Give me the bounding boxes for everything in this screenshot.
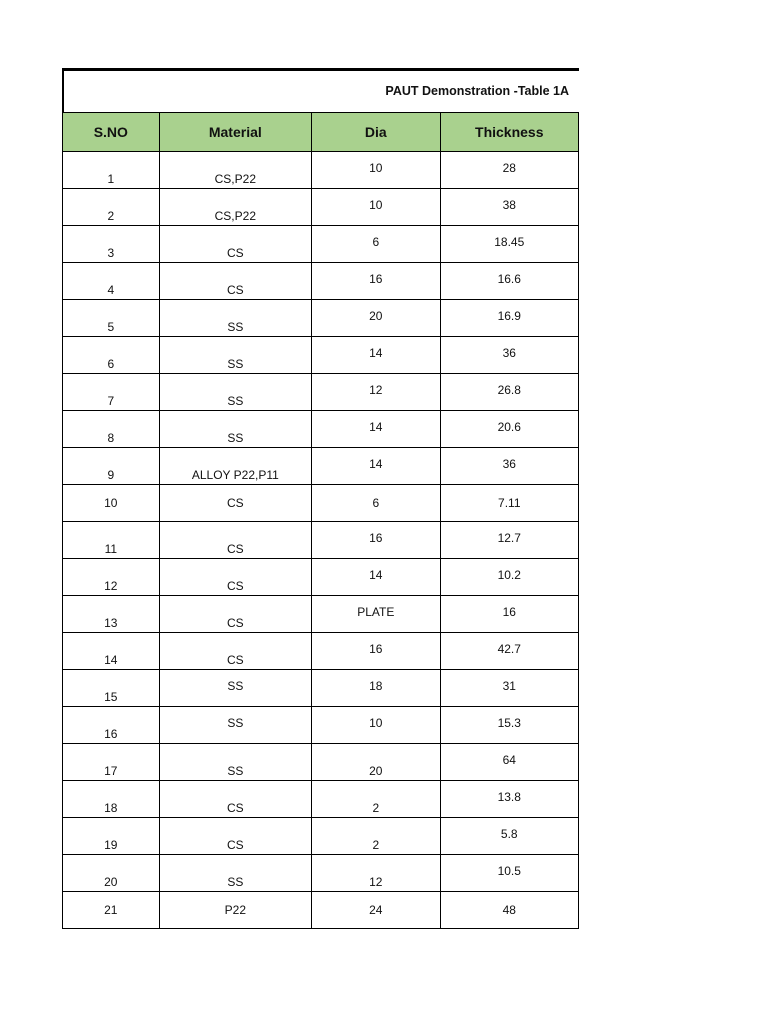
cell-material-text: SS [227,679,244,693]
cell-material-text: SS [227,716,244,730]
cell-material [160,485,312,521]
cell-sno-text: 15 [104,690,118,704]
cell-dia-text: 20 [369,309,383,323]
cell-material [160,633,312,669]
cell-dia [312,411,441,447]
cell-thickness [441,189,578,225]
cell-sno [63,485,160,521]
cell-dia-text: 6 [372,496,380,510]
cell-sno [63,226,160,262]
cell-dia-text: 2 [372,838,380,852]
cell-dia [312,448,441,484]
table-row [62,707,579,744]
cell-material-text: P22 [224,903,246,917]
cell-thickness-text: 16 [502,605,516,619]
cell-thickness-text: 15.3 [497,716,521,730]
cell-dia-text: 24 [369,903,383,917]
cell-material [160,411,312,447]
cell-dia [312,374,441,410]
cell-sno [63,596,160,632]
cell-sno-text: 13 [104,616,118,630]
cell-material-text: SS [227,764,244,778]
cell-dia [312,855,441,891]
cell-dia [312,818,441,854]
cell-sno [63,300,160,336]
table-title: PAUT Demonstration -Table 1A [385,84,569,98]
cell-material-text: SS [227,431,244,445]
header-material: Material [160,113,312,151]
cell-thickness [441,448,578,484]
cell-thickness-text: 13.8 [497,790,521,804]
cell-thickness-text: 36 [502,346,516,360]
cell-thickness-text: 26.8 [497,383,521,397]
cell-thickness-text: 10.5 [497,864,521,878]
cell-sno [63,744,160,780]
cell-thickness-text: 36 [502,457,516,471]
cell-thickness-text: 64 [502,753,516,767]
table-row [62,189,579,226]
cell-material [160,892,312,928]
cell-sno-text: 8 [107,431,115,445]
cell-dia [312,300,441,336]
cell-sno [63,337,160,373]
cell-thickness-text: 48 [502,903,516,917]
cell-dia [312,226,441,262]
cell-material-text: SS [227,320,244,334]
cell-sno-text: 11 [104,542,118,556]
table-body [62,152,579,929]
table-row [62,152,579,189]
cell-material-text: SS [227,875,244,889]
cell-thickness [441,818,578,854]
cell-material [160,559,312,595]
cell-dia [312,485,441,521]
cell-dia-text: 10 [369,716,383,730]
cell-dia-text: 12 [369,383,383,397]
cell-sno-text: 18 [104,801,118,815]
cell-sno [63,670,160,706]
cell-sno [63,152,160,188]
cell-dia-text: 18 [369,679,383,693]
cell-thickness-text: 18.45 [494,235,525,249]
cell-sno-text: 14 [104,653,118,667]
cell-thickness [441,522,578,558]
cell-dia [312,892,441,928]
cell-material-text: CS [226,579,244,593]
table-row [62,522,579,559]
cell-dia-text: 14 [369,420,383,434]
cell-sno-text: 10 [104,496,118,510]
cell-thickness-text: 10.2 [497,568,521,582]
cell-dia-text: 6 [372,235,380,249]
cell-dia [312,781,441,817]
cell-sno-text: 19 [104,838,118,852]
cell-sno [63,559,160,595]
cell-thickness [441,337,578,373]
cell-thickness-text: 31 [502,679,516,693]
cell-material-text: CS [226,801,244,815]
table-row [62,633,579,670]
cell-thickness [441,707,578,743]
cell-dia-text: 16 [369,642,383,656]
cell-thickness [441,892,578,928]
table-row [62,411,579,448]
header-thickness: Thickness [475,124,544,140]
cell-material [160,596,312,632]
cell-sno-text: 20 [104,875,118,889]
cell-thickness-text: 5.8 [500,827,518,841]
cell-sno [63,818,160,854]
table-row [62,892,579,929]
cell-dia-text: 14 [369,568,383,582]
cell-dia-text: 14 [369,457,383,471]
table-row [62,855,579,892]
cell-material-text: CS [226,496,244,510]
cell-material [160,818,312,854]
cell-thickness [441,300,578,336]
cell-material-text: CS [226,838,244,852]
cell-sno [63,892,160,928]
cell-dia-text: 2 [372,801,380,815]
table-row [62,596,579,633]
cell-sno-text: 7 [107,394,115,408]
cell-sno-text: 21 [104,903,118,917]
cell-thickness [441,485,578,521]
table-row [62,485,579,522]
cell-dia-text: 20 [369,764,383,778]
cell-thickness-text: 16.6 [497,272,521,286]
table-header-row [62,112,579,152]
cell-sno-text: 16 [104,727,118,741]
cell-dia-text: 10 [369,198,383,212]
cell-sno-text: 5 [107,320,115,334]
cell-thickness-text: 28 [502,161,516,175]
cell-thickness-text: 7.11 [498,496,521,510]
cell-thickness [441,152,578,188]
cell-dia [312,152,441,188]
cell-sno [63,633,160,669]
cell-thickness [441,855,578,891]
cell-sno-text: 6 [107,357,115,371]
cell-sno [63,411,160,447]
table-row [62,374,579,411]
table-row [62,448,579,485]
cell-thickness [441,374,578,410]
cell-material-text: CS,P22 [214,209,256,223]
cell-thickness [441,781,578,817]
cell-thickness [441,670,578,706]
header-sno: S.NO [63,113,160,151]
cell-material [160,670,312,706]
cell-material [160,522,312,558]
cell-sno-text: 3 [107,246,115,260]
cell-material [160,448,312,484]
cell-dia [312,559,441,595]
cell-material [160,226,312,262]
cell-thickness-text: 12.7 [497,531,521,545]
cell-sno [63,189,160,225]
table-row [62,744,579,781]
table-row [62,300,579,337]
cell-dia-text: 16 [369,531,383,545]
cell-dia [312,596,441,632]
header-dia: Dia [312,113,441,151]
cell-thickness-text: 42.7 [497,642,521,656]
cell-thickness [441,596,578,632]
cell-thickness-text: 20.6 [497,420,521,434]
cell-material [160,744,312,780]
cell-thickness-text: 16.9 [497,309,521,323]
cell-material [160,374,312,410]
cell-material-text: CS [226,283,244,297]
cell-sno [63,855,160,891]
cell-sno [63,263,160,299]
cell-material [160,707,312,743]
cell-material [160,855,312,891]
table-row [62,781,579,818]
cell-thickness-text: 38 [502,198,516,212]
cell-sno [63,781,160,817]
cell-material-text: SS [227,394,244,408]
cell-dia-text: 16 [369,272,383,286]
cell-sno [63,707,160,743]
cell-sno-text: 2 [107,209,115,223]
cell-material [160,263,312,299]
cell-sno-text: 1 [107,172,115,186]
cell-sno [63,374,160,410]
table-row [62,559,579,596]
cell-dia [312,670,441,706]
cell-material-text: CS,P22 [214,172,256,186]
cell-material-text: CS [226,542,244,556]
spreadsheet [62,68,579,929]
cell-dia [312,189,441,225]
cell-material [160,337,312,373]
cell-dia [312,263,441,299]
cell-dia-text: 12 [369,875,383,889]
cell-material [160,300,312,336]
cell-material-text: CS [226,246,244,260]
table-row [62,226,579,263]
table-row [62,337,579,374]
cell-sno [63,522,160,558]
cell-thickness [441,263,578,299]
cell-sno-text: 9 [107,468,115,482]
cell-sno-text: 12 [104,579,118,593]
cell-thickness [441,411,578,447]
cell-material-text: SS [227,357,244,371]
title-bar [62,68,579,112]
cell-dia [312,633,441,669]
table-row [62,670,579,707]
cell-dia [312,744,441,780]
cell-dia [312,337,441,373]
cell-dia-text: 14 [369,346,383,360]
cell-material [160,152,312,188]
cell-thickness [441,226,578,262]
cell-thickness [441,559,578,595]
table-row [62,263,579,300]
cell-dia-text: 10 [369,161,383,175]
cell-material-text: CS [226,616,244,630]
cell-dia [312,707,441,743]
table-row [62,818,579,855]
cell-thickness [441,744,578,780]
cell-material [160,781,312,817]
cell-dia [312,522,441,558]
cell-material [160,189,312,225]
cell-sno [63,448,160,484]
cell-material-text: CS [226,653,244,667]
cell-material-text: ALLOY P22,P11 [191,468,279,482]
cell-sno-text: 4 [107,283,115,297]
cell-thickness [441,633,578,669]
cell-sno-text: 17 [104,764,118,778]
cell-dia-text: PLATE [357,605,395,619]
